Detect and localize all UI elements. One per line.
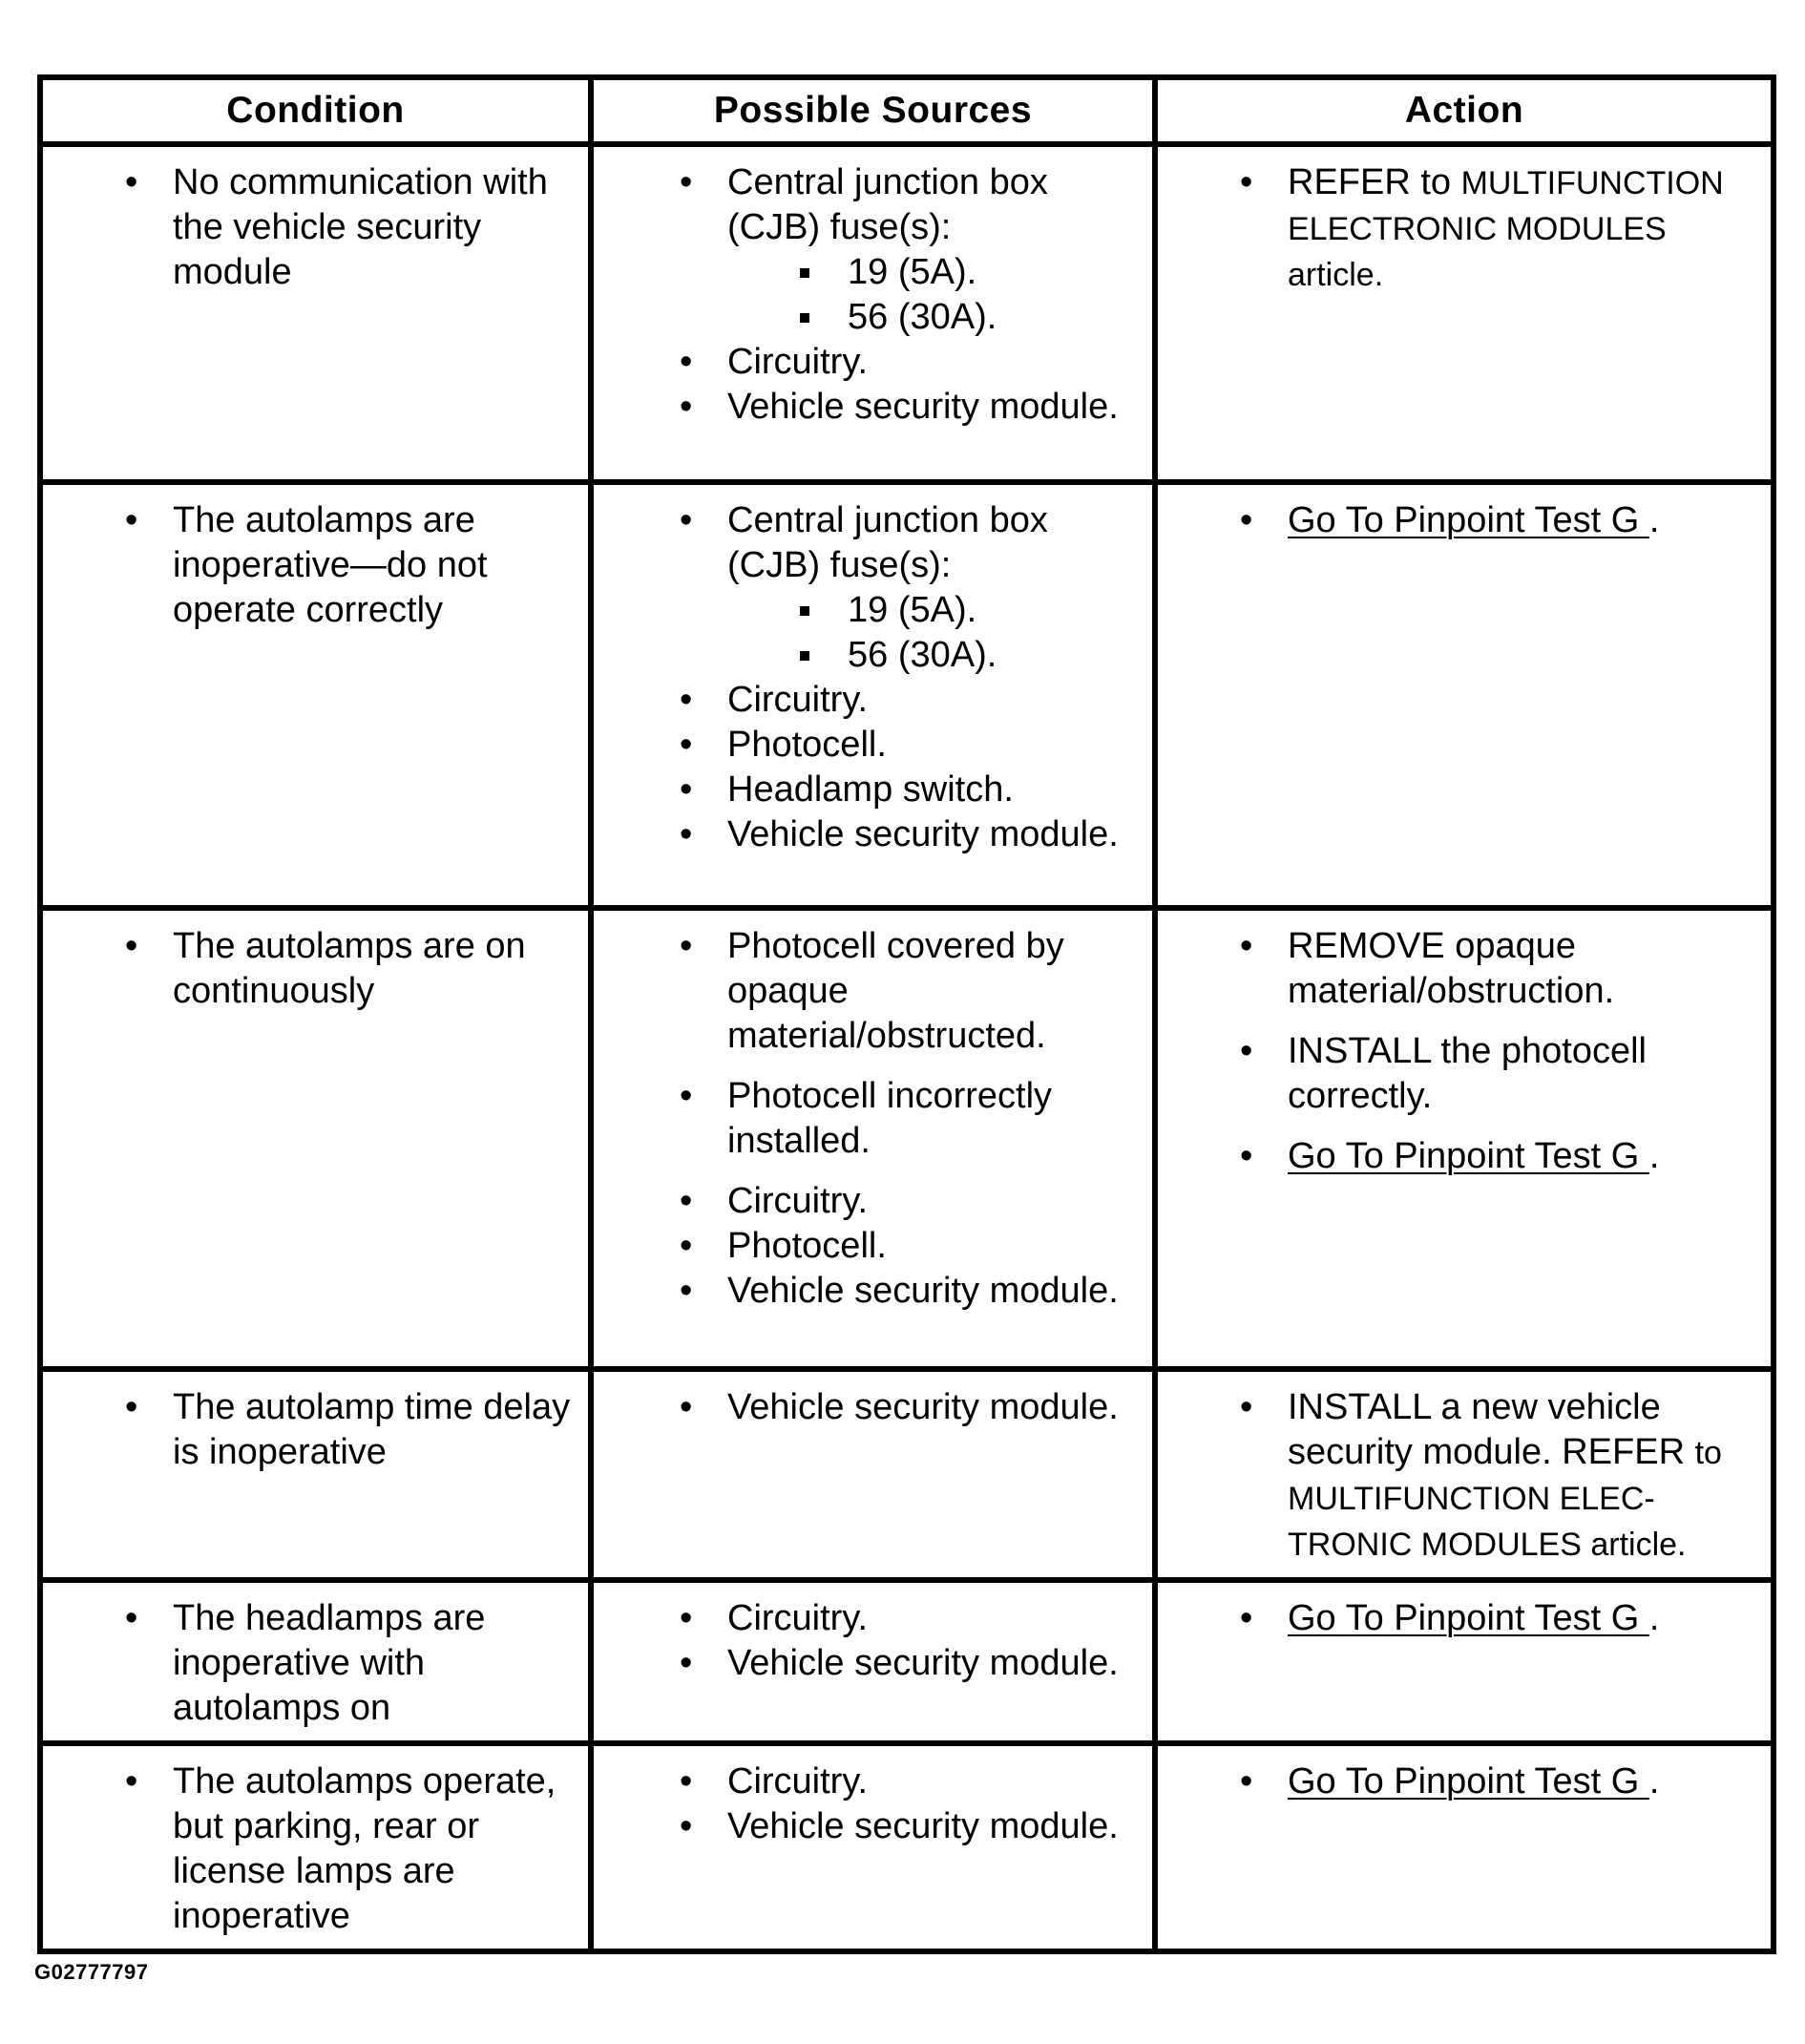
- source-item: [680, 723, 1146, 768]
- pinpoint-test-link[interactable]: Go To Pinpoint Test G: [1288, 1761, 1649, 1802]
- action-item: [1240, 160, 1765, 298]
- actions-list: [1240, 498, 1765, 543]
- possible-sources-cell: [591, 1580, 1155, 1743]
- source-text: Photocell incorrectly installed.: [727, 1076, 1053, 1161]
- action-cell: [1155, 1580, 1774, 1743]
- action-item: [1240, 1596, 1765, 1641]
- header-action: Action: [1155, 77, 1774, 144]
- source-text: Circuitry.: [727, 680, 869, 720]
- source-text: Vehicle security module.: [727, 387, 1119, 427]
- source-item: [680, 1385, 1146, 1430]
- table-body: [40, 144, 1774, 1951]
- action-item: [1240, 924, 1765, 1014]
- condition-list: [125, 1385, 582, 1475]
- action-text: .: [1648, 1598, 1660, 1638]
- condition-cell: [40, 482, 591, 908]
- action-item: [1240, 498, 1765, 543]
- condition-item: • The autolamp time delay is inoperative: [125, 1385, 582, 1475]
- source-text: Photocell.: [727, 725, 887, 765]
- action-item: [1240, 1760, 1765, 1804]
- condition-list: [125, 498, 582, 633]
- source-text: Central junction box (CJB) fuse(s):: [727, 162, 1048, 247]
- article-reference: to MULTIFUNCTION ELEC-TRONIC MODULES article.: [1288, 1435, 1722, 1563]
- condition-cell: [40, 908, 591, 1369]
- condition-item: • The autolamps are inoperative—do not operate correctly: [125, 498, 582, 633]
- table-row: [40, 144, 1774, 482]
- sources-list: [680, 160, 1146, 430]
- actions-list: [1240, 924, 1765, 1179]
- source-text: Vehicle security module.: [727, 1271, 1119, 1311]
- possible-sources-cell: [591, 482, 1155, 908]
- action-text: .: [1648, 500, 1660, 540]
- source-text: Vehicle security module.: [727, 814, 1119, 854]
- source-text: Photocell covered by opaque material/obstructed.: [727, 926, 1064, 1056]
- source-item: [680, 1224, 1146, 1269]
- source-item: [680, 1641, 1146, 1686]
- action-cell: [1155, 1369, 1774, 1580]
- header-possible-sources: Possible Sources: [591, 77, 1155, 144]
- action-text: REMOVE opaque material/obstruction.: [1288, 926, 1615, 1011]
- pinpoint-test-link[interactable]: Go To Pinpoint Test G: [1288, 500, 1649, 540]
- source-text: Headlamp switch.: [727, 769, 1014, 810]
- condition-cell: [40, 1743, 591, 1951]
- condition-cell: [40, 1580, 591, 1743]
- condition-item: • The headlamps are inoperative with autolamps on: [125, 1596, 582, 1731]
- table-row: [40, 1369, 1774, 1580]
- sources-list: [680, 924, 1146, 1314]
- action-item: [1240, 1385, 1765, 1568]
- article-reference: MULTIFUNCTION ELECTRONIC MODULES article.: [1288, 165, 1724, 293]
- action-text: .: [1648, 1136, 1660, 1176]
- fuse-list: [727, 250, 1146, 340]
- source-item: [680, 1760, 1146, 1804]
- source-item: [680, 340, 1146, 385]
- actions-list: [1240, 160, 1765, 298]
- fuse-item: 56 (30A).: [800, 633, 1146, 678]
- source-text: Photocell.: [727, 1226, 887, 1266]
- table-row: [40, 908, 1774, 1369]
- condition-item: • The autolamps are on continuously: [125, 924, 582, 1014]
- action-text: INSTALL the photocell correctly.: [1288, 1031, 1647, 1116]
- header-row: [40, 77, 1774, 144]
- pinpoint-test-link[interactable]: Go To Pinpoint Test G: [1288, 1136, 1649, 1176]
- source-text: Circuitry.: [727, 1761, 869, 1802]
- possible-sources-cell: [591, 1369, 1155, 1580]
- condition-list: [125, 1596, 582, 1731]
- table-row: [40, 1580, 1774, 1743]
- possible-sources-cell: [591, 908, 1155, 1369]
- fuse-item: 19 (5A).: [800, 250, 1146, 295]
- source-text: Central junction box (CJB) fuse(s):: [727, 500, 1048, 585]
- source-item: [680, 498, 1146, 678]
- condition-list: [125, 924, 582, 1014]
- source-item: [680, 924, 1146, 1059]
- source-item: [680, 678, 1146, 723]
- condition-list: [125, 160, 582, 295]
- source-text: Vehicle security module.: [727, 1643, 1119, 1683]
- source-item: [680, 1596, 1146, 1641]
- action-text: INSTALL a new vehicle security module. REFER: [1288, 1387, 1695, 1472]
- source-item: [680, 160, 1146, 340]
- source-item: [680, 1179, 1146, 1224]
- table-row: [40, 482, 1774, 908]
- source-item: [680, 768, 1146, 812]
- action-item: [1240, 1029, 1765, 1119]
- sources-list: [680, 1596, 1146, 1686]
- action-text: REFER to: [1288, 162, 1461, 202]
- pinpoint-test-link[interactable]: Go To Pinpoint Test G: [1288, 1598, 1649, 1638]
- condition-cell: [40, 1369, 591, 1580]
- actions-list: [1240, 1385, 1765, 1568]
- condition-cell: [40, 144, 591, 482]
- source-text: Circuitry.: [727, 1598, 869, 1638]
- source-text: Vehicle security module.: [727, 1806, 1119, 1846]
- possible-sources-cell: [591, 1743, 1155, 1951]
- source-item: [680, 385, 1146, 430]
- source-text: Circuitry.: [727, 1181, 869, 1221]
- sources-list: [680, 1385, 1146, 1430]
- sources-list: [680, 1760, 1146, 1849]
- fuse-item: 19 (5A).: [800, 588, 1146, 633]
- action-cell: [1155, 144, 1774, 482]
- actions-list: [1240, 1596, 1765, 1641]
- condition-list: [125, 1760, 582, 1939]
- source-item: [680, 812, 1146, 857]
- condition-item: • The autolamps operate, but parking, rear or license lamps are inoperative: [125, 1760, 582, 1939]
- table-row: [40, 1743, 1774, 1951]
- action-cell: [1155, 1743, 1774, 1951]
- action-item: [1240, 1134, 1765, 1179]
- action-cell: [1155, 482, 1774, 908]
- source-item: [680, 1269, 1146, 1314]
- source-item: [680, 1074, 1146, 1164]
- fuse-list: [727, 588, 1146, 678]
- fuse-item: 56 (30A).: [800, 295, 1146, 340]
- diagnosis-table: [37, 74, 1776, 1954]
- action-text: .: [1648, 1761, 1660, 1802]
- figure-id: G02777797: [34, 1960, 149, 1984]
- action-cell: [1155, 908, 1774, 1369]
- source-item: [680, 1804, 1146, 1849]
- possible-sources-cell: [591, 144, 1155, 482]
- header-condition: Condition: [40, 77, 591, 144]
- source-text: Vehicle security module.: [727, 1387, 1119, 1427]
- sources-list: [680, 498, 1146, 857]
- actions-list: [1240, 1760, 1765, 1804]
- condition-item: • No communication with the vehicle security module: [125, 160, 582, 295]
- source-text: Circuitry.: [727, 342, 869, 382]
